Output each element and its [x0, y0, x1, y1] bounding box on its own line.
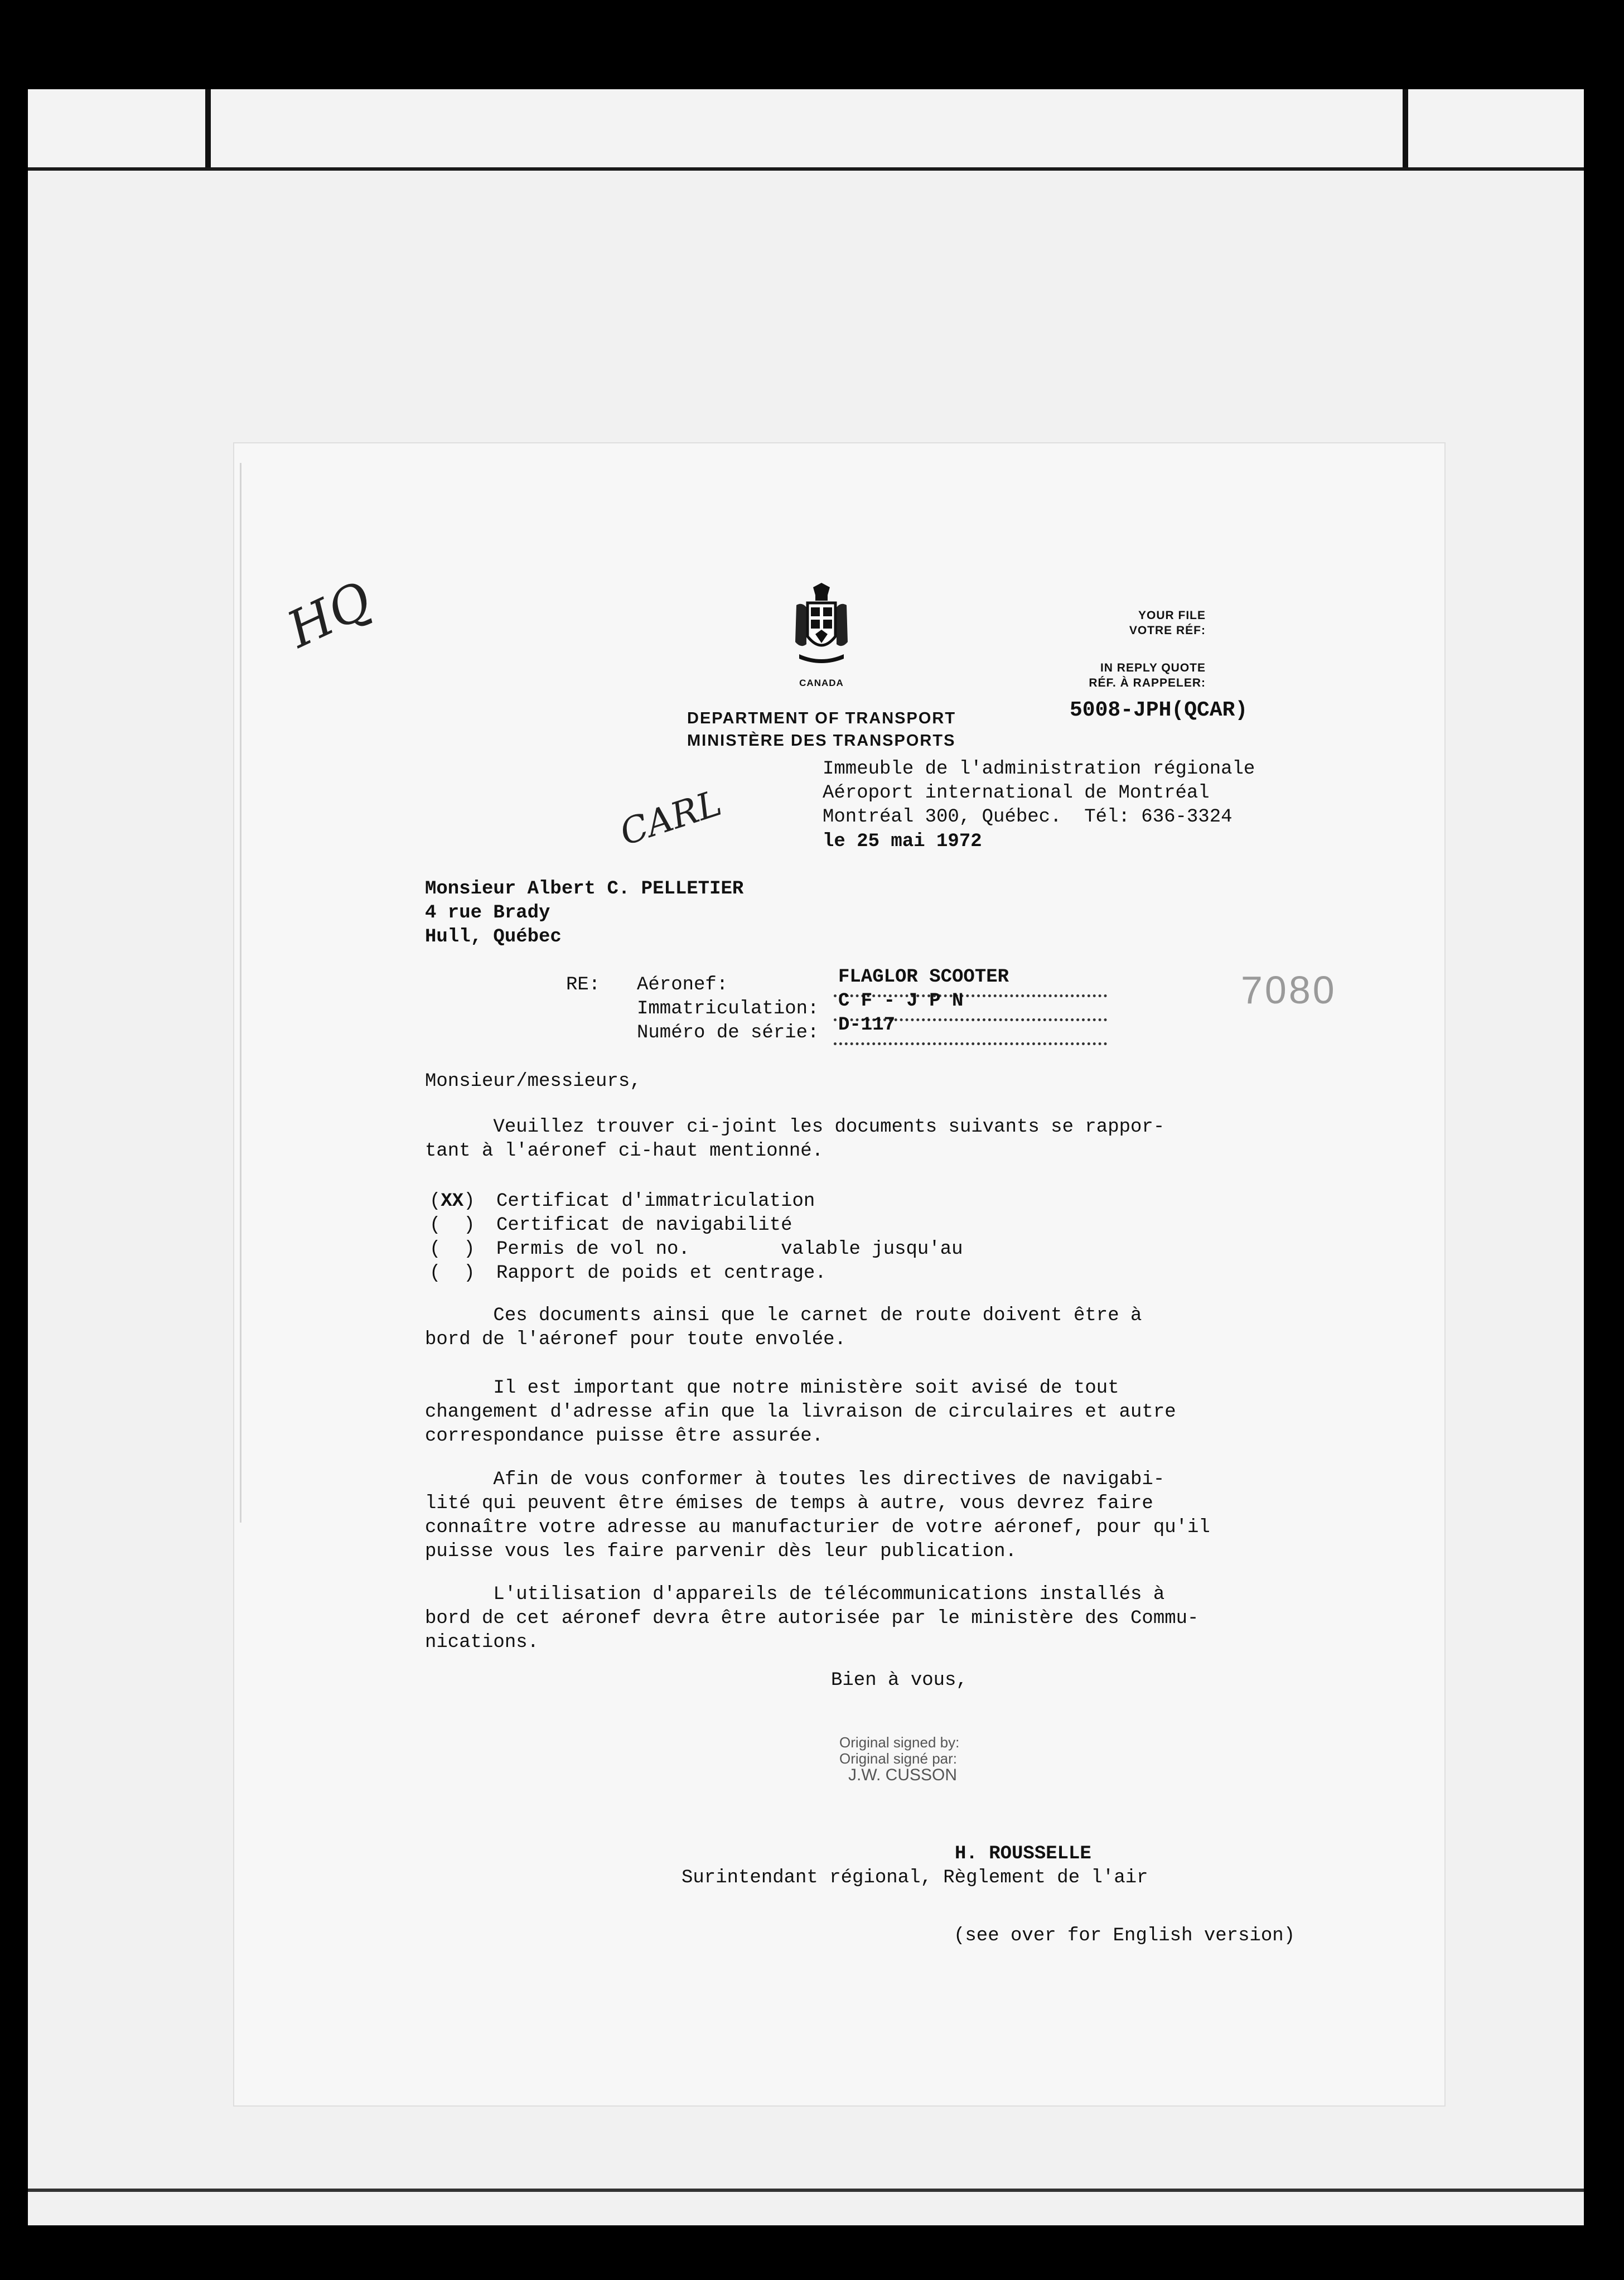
checklist-label: Permis de vol no. valable jusqu'au [496, 1239, 963, 1260]
sender-address [823, 757, 1255, 829]
checklist-item [429, 1238, 963, 1262]
serial-field [834, 1015, 1107, 1045]
checklist-label: Certificat d'immatriculation [496, 1191, 815, 1212]
frame-header-strip [28, 89, 1584, 171]
checklist-box: ( ) [429, 1239, 475, 1260]
checklist-mark [441, 1263, 463, 1284]
body-paragraph: Afin de vous conformer à toutes les directives de navigabi- lité qui peuvent être émises de temps à autre, vous devrez faire connaître votre adresse au manufacturier de votre aéronef, pour qu'il puisse vous les faire parvenir dès leur publication. [425, 1469, 1210, 1562]
frame-tick [1403, 89, 1408, 167]
document-checklist [429, 1190, 963, 1286]
salutation: Monsieur/messieurs, [425, 1071, 641, 1092]
body-paragraph: Il est important que notre ministère soit avisé de tout changement d'adresse afin que la livraison de circulaires et autre correspondance puisse être assurée. [425, 1378, 1176, 1447]
serial-value: D-117 [838, 1015, 896, 1036]
body-paragraph: Veuillez trouver ci-joint les documents suivants se rappor- tant à l'aéronef ci-haut mentionné. [425, 1117, 1165, 1162]
department-name [687, 707, 956, 752]
aircraft-value: FLAGLOR SCOOTER [838, 967, 1009, 988]
checklist-box: (XX) [429, 1191, 475, 1212]
recipient-line: Monsieur Albert C. PELLETIER [425, 878, 744, 900]
signed-by-label: Original signed by: [839, 1734, 960, 1751]
canada-coat-of-arms-icon [791, 583, 852, 666]
department-name-en: DEPARTMENT OF TRANSPORT [687, 709, 956, 727]
subject-tag: RE: [566, 974, 601, 996]
checklist-box: ( ) [429, 1263, 475, 1284]
signe-par-label: Original signé par: [839, 1750, 957, 1767]
body-paragraph: L'utilisation d'appareils de télécommunications installés à bord de cet aéronef devra être autorisée par le ministère des Commu- nications. [425, 1584, 1199, 1653]
your-file-label-fr: VOTRE RÉF: [1129, 624, 1206, 637]
registration-value: C F - J P N [838, 991, 964, 1012]
signature-stamp-name: J.W. CUSSON [848, 1766, 958, 1784]
reply-quote-label-fr: RÉF. À RAPPELER: [1089, 677, 1206, 689]
frame-tick [205, 89, 211, 167]
checklist-mark [441, 1215, 463, 1236]
subject-block [566, 967, 1107, 1045]
your-file-label-en: YOUR FILE [1138, 609, 1206, 622]
subject-row-registration [566, 991, 1107, 1021]
handwritten-carl: CARL [615, 782, 727, 854]
signer-name: H. ROUSSELLE [955, 1843, 1091, 1864]
subject-row-serial [566, 1015, 1107, 1045]
registration-label: Immatriculation: [637, 998, 819, 1020]
signature-stamp [839, 1735, 959, 1783]
checklist-item [429, 1190, 963, 1214]
recipient-line: Hull, Québec [425, 926, 562, 948]
checklist-item [429, 1262, 963, 1286]
canada-label: CANADA [799, 678, 844, 688]
signer-title: Surintendant régional, Règlement de l'air [682, 1867, 1148, 1888]
letter-date: le 25 mai 1972 [823, 831, 982, 852]
serial-label: Numéro de série: [637, 1022, 819, 1044]
handwritten-hq: HQ [278, 570, 381, 660]
checklist-mark [441, 1239, 463, 1260]
checklist-mark: XX [441, 1191, 464, 1212]
department-name-fr: MINISTÈRE DES TRANSPORTS [687, 732, 956, 750]
file-stamp-number: 7080 [1241, 968, 1337, 1012]
reply-quote-label-en: IN REPLY QUOTE [1100, 661, 1206, 674]
sender-address-line: Montréal 300, Québec. Tél: 636-3324 [823, 806, 1232, 828]
checklist-label: Rapport de poids et centrage. [496, 1263, 826, 1284]
closing: Bien à vous, [831, 1670, 968, 1691]
recipient-address [425, 877, 743, 949]
frame-bottom-rule [28, 2189, 1584, 2192]
recipient-line: 4 rue Brady [425, 902, 550, 924]
checklist-box: ( ) [429, 1215, 475, 1236]
body-paragraph: Ces documents ainsi que le carnet de route doivent être à bord de l'aéronef pour toute envolée. [425, 1305, 1142, 1350]
reference-block [1060, 608, 1206, 690]
sender-address-line: Aéroport international de Montréal [823, 782, 1210, 804]
aircraft-label: Aéronef: [637, 974, 728, 996]
checklist-item [429, 1214, 963, 1238]
checklist-label: Certificat de navigabilité [496, 1215, 792, 1236]
subject-row-aircraft [566, 967, 1107, 997]
reply-reference-number: 5008-JPH(QCAR) [1070, 698, 1248, 722]
sender-address-line: Immeuble de l'administration régionale [823, 759, 1255, 780]
english-version-note: (see over for English version) [954, 1925, 1296, 1946]
